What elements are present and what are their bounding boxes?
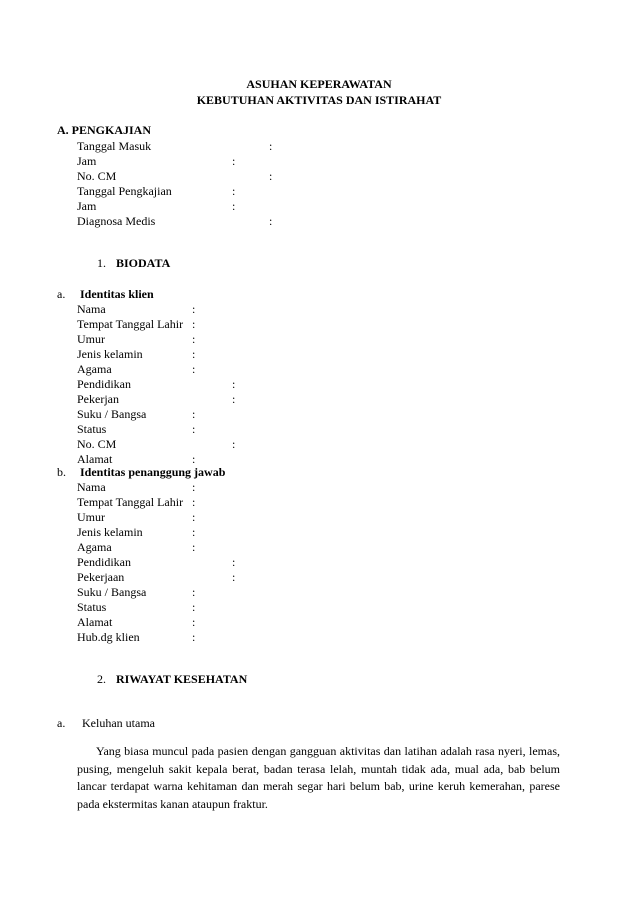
identitas-klien-heading: Identitas klien	[80, 287, 154, 301]
riwayat-number: 2.	[97, 672, 106, 686]
field-label: Jenis kelamin	[77, 347, 143, 361]
field-label: Pekerjan	[77, 392, 119, 406]
field-colon: :	[192, 600, 196, 614]
field-label: Umur	[77, 510, 105, 524]
field-label: No. CM	[77, 169, 117, 183]
list-marker: b.	[57, 465, 66, 479]
field-label: Umur	[77, 332, 105, 346]
field-label: Nama	[77, 302, 106, 316]
keluhan-utama-paragraph: Yang biasa muncul pada pasien dengan gangguan aktivitas dan latihan adalah rasa nyeri, lemas, pusing, mengeluh sakit kepala berat, badan terasa lelah, muntah tidak ada, mual ada, bab belum lancar terdapat warna kehitaman dan merah segar hari belum bab, urine keruh kemerahan, parese pada ekstermitas kanan ataupun fraktur.	[77, 744, 560, 811]
field-label: Pekerjaan	[77, 570, 125, 584]
field-label: Jam	[77, 199, 97, 213]
field-colon: :	[232, 184, 236, 198]
field-label: Alamat	[77, 615, 113, 629]
field-label: Agama	[77, 540, 112, 554]
field-label: Agama	[77, 362, 112, 376]
document-title: ASUHAN KEPERAWATAN	[246, 77, 392, 91]
field-label: Pendidikan	[77, 377, 131, 391]
field-label: Diagnosa Medis	[77, 214, 156, 228]
field-colon: :	[192, 525, 196, 539]
field-label: Status	[77, 422, 107, 436]
field-colon: :	[232, 570, 236, 584]
identitas-penanggung-heading: Identitas penanggung jawab	[80, 465, 226, 479]
field-colon: :	[192, 615, 196, 629]
field-colon: :	[192, 317, 196, 331]
field-colon: :	[192, 630, 196, 644]
section-a-heading: A. PENGKAJIAN	[57, 123, 152, 137]
field-colon: :	[269, 214, 273, 228]
field-colon: :	[192, 332, 196, 346]
field-colon: :	[232, 377, 236, 391]
field-colon: :	[192, 495, 196, 509]
field-colon: :	[192, 347, 196, 361]
field-label: Jenis kelamin	[77, 525, 143, 539]
document-subtitle: KEBUTUHAN AKTIVITAS DAN ISTIRAHAT	[196, 93, 442, 107]
field-colon: :	[192, 422, 196, 436]
field-colon: :	[192, 480, 196, 494]
field-label: Nama	[77, 480, 106, 494]
field-colon: :	[269, 169, 273, 183]
field-colon: :	[232, 555, 236, 569]
field-label: Tanggal Masuk	[77, 139, 152, 153]
field-label: Jam	[77, 154, 97, 168]
keluhan-utama-label: Keluhan utama	[82, 716, 155, 730]
field-label: Hub.dg klien	[77, 630, 140, 644]
field-label: Tempat Tanggal Lahir	[77, 495, 184, 509]
field-colon: :	[232, 437, 236, 451]
riwayat-heading: RIWAYAT KESEHATAN	[116, 672, 248, 686]
field-label: Suku / Bangsa	[77, 407, 147, 421]
field-label: No. CM	[77, 437, 117, 451]
field-colon: :	[232, 199, 236, 213]
field-label: Alamat	[77, 452, 113, 466]
biodata-number: 1.	[97, 256, 106, 270]
field-label: Status	[77, 600, 107, 614]
field-colon: :	[192, 302, 196, 316]
field-colon: :	[192, 452, 196, 466]
list-marker: a.	[57, 287, 66, 301]
field-colon: :	[192, 585, 196, 599]
field-colon: :	[269, 139, 273, 153]
field-label: Pendidikan	[77, 555, 131, 569]
field-colon: :	[232, 154, 236, 168]
field-label: Suku / Bangsa	[77, 585, 147, 599]
field-colon: :	[192, 362, 196, 376]
field-colon: :	[192, 510, 196, 524]
field-label: Tanggal Pengkajian	[77, 184, 172, 198]
biodata-heading: BIODATA	[116, 256, 171, 270]
field-colon: :	[192, 540, 196, 554]
field-colon: :	[232, 392, 236, 406]
field-colon: :	[192, 407, 196, 421]
list-marker: a.	[57, 716, 66, 730]
field-label: Tempat Tanggal Lahir	[77, 317, 184, 331]
